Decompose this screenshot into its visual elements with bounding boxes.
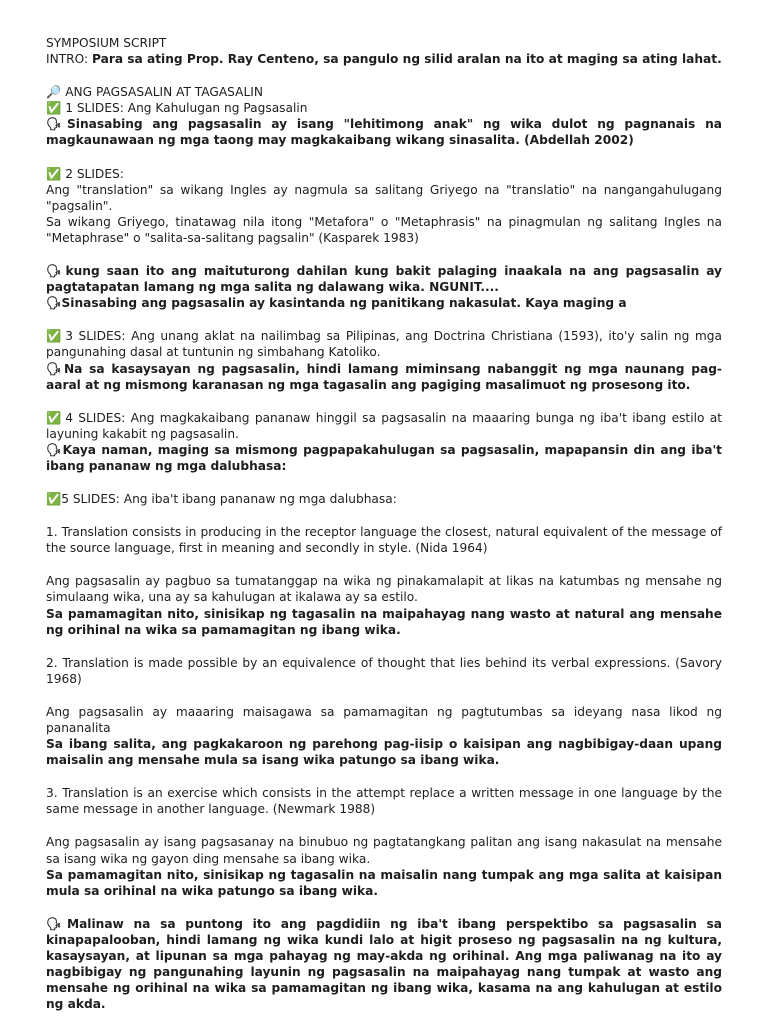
document-title: SYMPOSIUM SCRIPT — [46, 36, 167, 50]
slide4-bold-text: Kaya naman, maging sa mismong pagpapakahulugan sa pagsasalin, mapapansin din ang iba't ibang pananaw ng mga dalubhasa: — [46, 442, 722, 473]
slide2-bold-1-text: kung saan ito ang maituturong dahilan kung bakit palaging inaakala na ang pagsasalin ay pagtatapatan lamang ng mga salita ng dalawang wika. NGUNIT.... — [46, 264, 722, 295]
slide4-heading — [46, 410, 722, 442]
definition-3-filipino: Ang pagsasalin ay isang pagsasanay na binubuo ng pagtatangkang palitan ang isang nakasulat na mensahe sa isang wika ng gayon ding mensahe sa ibang wika. — [46, 835, 722, 866]
speaker-icon: 🗣 — [46, 916, 67, 931]
speaker-icon: 🗣 — [46, 264, 62, 279]
speaker-icon: 🗣 — [46, 117, 68, 132]
definition-2-explanation: Sa ibang salita, ang pagkakaroon ng parehong pag-iisip o kaisipan ang nagbibigay-daan upang maisalin ang mensahe mula sa isang wika patungo sa ibang wika. — [46, 737, 722, 768]
intro-line — [46, 51, 722, 67]
check-icon: ✅ — [46, 492, 62, 507]
slide2-bold-2-text: Sinasabing ang pagsasalin ay kasintanda ng panitikang nakasulat. Kaya maging a — [61, 296, 627, 311]
speaker-icon: 🗣 — [46, 442, 63, 457]
slide2-bold-1 — [46, 263, 722, 295]
closing-paragraph — [46, 916, 722, 1013]
check-icon: ✅ — [46, 329, 62, 344]
slide3-bold-text: Na sa kasaysayan ng pagsasalin, hindi lamang miminsang nabanggit ng mga naunang pag-aaral at ng mismong karanasan ng mga tagasalin ang pagiging masalimuot ng prosesong ito. — [46, 361, 722, 392]
speaker-icon: 🗣 — [46, 361, 64, 376]
definition-3-explanation: Sa pamamagitan nito, sinisikap ng tagasalin na maisalin nang tumpak ang mga salita at kaisipan mula sa orihinal na wika patungo sa ibang wika. — [46, 867, 722, 898]
slide1-bold-text: Sinasabing ang pagsasalin ay isang "lehitimong anak" ng wika dulot ng pagnanais na magkaunawaan ng mga taong may magkakaibang wikang sinasalita. (Abdellah 2002) — [46, 117, 722, 148]
slide1-heading — [46, 100, 722, 116]
definition-2-english: 2. Translation is made possible by an equivalence of thought that lies behind its verbal expressions. (Savory 1968) — [46, 655, 722, 686]
slide2-paragraph-1: Ang "translation" sa wikang Ingles ay nagmula sa salitang Griyego na "translatio" na nangangahulugang "pagsalin". — [46, 182, 722, 213]
definition-1-english: 1. Translation consists in producing in the receptor language the closest, natural equivalent of the message of the source language, first in meaning and secondly in style. (Nida 1964) — [46, 525, 722, 556]
section-heading — [46, 84, 722, 100]
check-icon: ✅ — [46, 101, 62, 116]
slide5-heading — [46, 491, 722, 507]
magnifier-icon: 🔎 — [46, 85, 62, 100]
speaker-icon: 🗣 — [46, 296, 62, 311]
definition-2-filipino: Ang pagsasalin ay maaaring maisagawa sa pamamagitan ng pagtutumbas sa ideyang nasa likod ng pananalita — [46, 704, 722, 735]
check-icon: ✅ — [46, 166, 62, 181]
check-icon: ✅ — [46, 410, 62, 425]
slide4-bold — [46, 442, 722, 474]
slide1-bold — [46, 116, 722, 148]
definition-1-explanation: Sa pamamagitan nito, sinisikap ng tagasalin na maipahayag nang wasto at natural ang mensahe ng orihinal na wika sa pamamagitan ng ibang wika. — [46, 606, 722, 637]
slide2-heading-text: 2 SLIDES: — [65, 166, 124, 181]
slide5-heading-text: 5 SLIDES: Ang iba't ibang pananaw ng mga dalubhasa: — [61, 492, 397, 507]
intro-text: Para sa ating Prop. Ray Centeno, sa pangulo ng silid aralan na ito at maging sa ating lahat. — [91, 52, 722, 67]
definition-3-english: 3. Translation is an exercise which consists in the attempt replace a written message in one language by the same message in another language. (Newmark 1988) — [46, 786, 722, 817]
intro-label: INTRO: — [46, 52, 92, 67]
slide4-heading-text: 4 SLIDES: Ang magkakaibang pananaw hinggil sa pagsasalin na maaaring bunga ng iba't ibang estilo at layuning kakabit ng pagsasalin. — [46, 410, 722, 441]
slide3-heading — [46, 328, 722, 360]
slide2-bold-2 — [46, 295, 722, 311]
slide2-heading — [46, 166, 722, 182]
section-heading-text: ANG PAGSASALIN AT TAGASALIN — [65, 85, 263, 100]
slide3-bold — [46, 361, 722, 393]
slide3-heading-text: 3 SLIDES: Ang unang aklat na nailimbag sa Pilipinas, ang Doctrina Christiana (1593), ito'y salin ng mga pangunahing dasal at tuntunin ng simbahang Katoliko. — [46, 329, 722, 360]
closing-paragraph-text: Malinaw na sa puntong ito ang pagdidiin ng iba't ibang perspektibo sa pagsasalin sa kinapapalooban, hindi lamang ng wika kundi lalo at higit proseso ng pagsasalin na ng kultura, kasaysayan, at lipunan sa mga pahayag ng may-akda ng orihinal. Ang mga paliwanag na ito ay nagbibigay ng pangunahing layunin ng pagsasalin na maipahayag nang tumpak at wasto ang mensahe ng orihinal na wika sa pamamagitan ng ibang wika, kasama na ang kahulugan at estilo ng akda. — [46, 916, 722, 1012]
definition-1-filipino: Ang pagsasalin ay pagbuo sa tumatanggap na wika ng pinakamalapit at likas na katumbas ng mensahe ng simulaang wika, una ay sa kahulugan at ikalawa ay sa estilo. — [46, 574, 722, 605]
slide1-heading-text: 1 SLIDES: Ang Kahulugan ng Pagsasalin — [65, 101, 308, 116]
slide2-paragraph-2: Sa wikang Griyego, tinatawag nila itong "Metafora" o "Metaphrasis" na pinagmulan ng salitang Ingles na "Metaphrase" o "salita-sa-salitang pagsalin" (Kasparek 1983) — [46, 214, 722, 245]
